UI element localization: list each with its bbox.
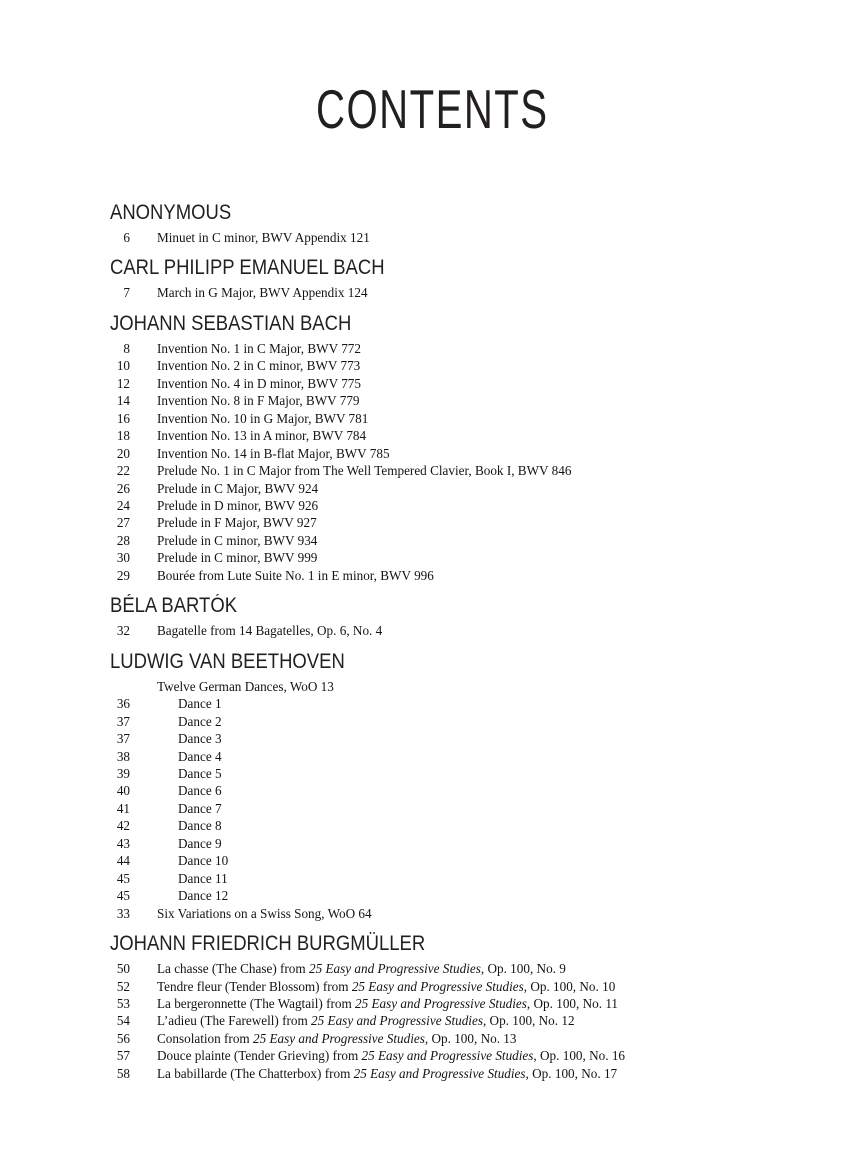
entry-title xyxy=(157,1047,625,1064)
entry-title-part: L’adieu (The Farewell) from xyxy=(157,1013,312,1029)
entry-page-number: 32 xyxy=(116,623,130,639)
entry-page-number: 33 xyxy=(116,905,130,921)
entry-title: Dance 9 xyxy=(178,835,222,851)
toc-entry xyxy=(110,375,754,392)
entry-page-number: 20 xyxy=(116,445,130,461)
entry-title-part: Tendre fleur (Tender Blossom) from xyxy=(157,978,352,994)
entry-title: Dance 7 xyxy=(178,800,222,816)
toc-entry xyxy=(110,427,754,444)
toc-entry xyxy=(110,995,754,1012)
entry-page-number: 41 xyxy=(116,800,130,816)
toc-entry xyxy=(110,1047,754,1064)
toc-list xyxy=(110,138,754,1082)
entry-title-italic-part: 25 Easy and Progressive Studies xyxy=(311,1013,483,1029)
entry-title xyxy=(157,1030,516,1047)
entry-title: Dance 11 xyxy=(178,870,228,886)
toc-entry xyxy=(110,357,754,374)
entry-title: Prelude in D minor, BWV 926 xyxy=(157,497,319,513)
entry-title-italic-part: 25 Easy and Progressive Studies xyxy=(353,1065,526,1081)
composer-heading: BÉLA BARTÓK xyxy=(110,594,238,618)
entry-page-number: 45 xyxy=(116,870,130,886)
toc-entry xyxy=(110,445,754,462)
entry-page-number: 30 xyxy=(116,550,130,566)
toc-entry xyxy=(110,532,754,549)
toc-entry xyxy=(110,713,754,730)
entry-title: Dance 1 xyxy=(178,696,222,712)
entry-title: Dance 8 xyxy=(178,818,222,834)
title-wrap xyxy=(110,80,754,138)
toc-entry xyxy=(110,678,754,695)
toc-entry xyxy=(110,870,754,887)
entry-page-number: 36 xyxy=(116,696,130,712)
toc-entry xyxy=(110,567,754,584)
entry-page-number: 29 xyxy=(116,567,130,583)
toc-entry xyxy=(110,978,754,995)
entry-title: Invention No. 2 in C minor, BWV 773 xyxy=(157,358,361,374)
entry-page-number: 38 xyxy=(116,748,130,764)
entry-title-part: Douce plainte (Tender Grieving) from xyxy=(157,1048,362,1064)
entry-page-number: 44 xyxy=(116,853,130,869)
toc-entry xyxy=(110,748,754,765)
toc-entry xyxy=(110,1012,754,1029)
entry-page-number: 50 xyxy=(116,961,130,977)
toc-entry xyxy=(110,392,754,409)
entry-page-number: 45 xyxy=(116,888,130,904)
entry-page-number: 14 xyxy=(116,393,130,409)
entry-title xyxy=(157,1012,575,1029)
toc-entry xyxy=(110,800,754,817)
composer-section xyxy=(110,596,754,639)
toc-entry xyxy=(110,549,754,566)
entry-title: Invention No. 10 in G Major, BWV 781 xyxy=(157,410,369,426)
entry-page-number: 54 xyxy=(116,1013,130,1029)
entry-page-number: 42 xyxy=(116,818,130,834)
entry-title: Minuet in C minor, BWV Appendix 121 xyxy=(157,230,370,245)
toc-entry xyxy=(110,1030,754,1047)
entry-page-number: 7 xyxy=(123,285,130,301)
toc-entry xyxy=(110,835,754,852)
composer-section xyxy=(110,258,754,301)
toc-entry xyxy=(110,782,754,799)
entry-title: Dance 12 xyxy=(178,888,229,904)
entry-title: Dance 2 xyxy=(178,713,222,729)
composer-section xyxy=(110,203,754,246)
toc-entry xyxy=(110,765,754,782)
entry-title: Invention No. 1 in C Major, BWV 772 xyxy=(157,340,361,356)
composer-section xyxy=(110,649,754,922)
entry-title xyxy=(157,978,615,995)
toc-entry xyxy=(110,695,754,712)
entry-title: Dance 3 xyxy=(178,731,222,747)
composer-heading: CARL PHILIPP EMANUEL BACH xyxy=(110,256,385,280)
entry-page-number: 6 xyxy=(123,230,130,245)
toc-entry xyxy=(110,730,754,747)
composer-heading: JOHANN SEBASTIAN BACH xyxy=(110,311,352,335)
toc-entry xyxy=(110,480,754,497)
entry-page-number: 27 xyxy=(116,515,130,531)
composer-heading: ANONYMOUS xyxy=(110,201,232,224)
entry-page-number: 18 xyxy=(116,428,130,444)
entry-title-part: , Op. 100, No. 9 xyxy=(480,961,566,977)
toc-entry xyxy=(110,817,754,834)
toc-entry xyxy=(110,340,754,357)
entry-title: Dance 4 xyxy=(178,748,222,764)
entry-page-number: 8 xyxy=(123,340,130,356)
entry-title-part: , Op. 100, No. 10 xyxy=(523,978,616,994)
entry-title xyxy=(157,995,618,1012)
entry-title-part: , Op. 100, No. 13 xyxy=(424,1030,517,1046)
entry-title: Invention No. 8 in F Major, BWV 779 xyxy=(157,393,360,409)
toc-entry xyxy=(110,960,754,977)
entry-page-number: 40 xyxy=(116,783,130,799)
toc-entry xyxy=(110,284,754,301)
entry-page-number: 57 xyxy=(116,1048,130,1064)
entry-title: Prelude in C minor, BWV 934 xyxy=(157,532,318,548)
entry-title xyxy=(157,1065,617,1082)
entry-title-part: Consolation from xyxy=(157,1030,253,1046)
toc-entry xyxy=(110,887,754,904)
composer-heading: JOHANN FRIEDRICH BURGMÜLLER xyxy=(110,932,426,956)
entry-title-italic-part: 25 Easy and Progressive Studies xyxy=(252,1030,425,1046)
entry-title-italic-part: 25 Easy and Progressive Studies xyxy=(355,995,527,1011)
entry-page-number: 43 xyxy=(116,835,130,851)
entry-title-part: , Op. 100, No. 16 xyxy=(533,1048,626,1064)
entry-page-number: 10 xyxy=(116,358,130,374)
entry-title: Invention No. 13 in A minor, BWV 784 xyxy=(157,428,367,444)
toc-entry xyxy=(110,497,754,514)
entry-title: Twelve German Dances, WoO 13 xyxy=(157,678,334,694)
entry-page-number: 37 xyxy=(116,731,130,747)
composer-section xyxy=(110,934,754,1082)
composer-section xyxy=(110,311,754,584)
entry-title: March in G Major, BWV Appendix 124 xyxy=(157,285,368,301)
entry-title-part: , Op. 100, No. 11 xyxy=(526,995,619,1011)
entry-title: Invention No. 14 in B-flat Major, BWV 785 xyxy=(157,445,390,461)
entry-page-number: 24 xyxy=(116,497,130,513)
entry-title: Prelude in F Major, BWV 927 xyxy=(157,515,317,531)
entry-title-part: La bergeronnette (The Wagtail) from xyxy=(157,995,356,1011)
entry-title: Prelude in C Major, BWV 924 xyxy=(157,480,319,496)
entry-title: Dance 5 xyxy=(178,765,222,781)
entry-title-part: La babillarde (The Chatterbox) from xyxy=(157,1065,354,1081)
entry-page-number: 37 xyxy=(116,713,130,729)
entry-title-part: La chasse (The Chase) from xyxy=(157,961,309,977)
entry-title-part: , Op. 100, No. 12 xyxy=(482,1013,575,1029)
entry-page-number: 22 xyxy=(116,463,130,479)
entry-title: Dance 10 xyxy=(178,853,229,869)
page-title: CONTENTS xyxy=(315,78,549,140)
entry-page-number: 12 xyxy=(116,375,130,391)
toc-entry xyxy=(110,462,754,479)
composer-heading: LUDWIG VAN BEETHOVEN xyxy=(110,649,345,673)
entry-title-part: , Op. 100, No. 17 xyxy=(525,1065,618,1081)
entry-page-number: 58 xyxy=(116,1065,130,1081)
toc-entry xyxy=(110,229,754,246)
entry-title: Bagatelle from 14 Bagatelles, Op. 6, No. 4 xyxy=(157,623,383,639)
entry-title: Prelude in C minor, BWV 999 xyxy=(157,550,318,566)
entry-title xyxy=(157,960,566,977)
toc-entry xyxy=(110,1065,754,1082)
toc-entry xyxy=(110,852,754,869)
entry-page-number: 53 xyxy=(116,995,130,1011)
entry-page-number: 16 xyxy=(116,410,130,426)
entry-title: Bourée from Lute Suite No. 1 in E minor, BWV 996 xyxy=(157,567,434,583)
entry-title: Dance 6 xyxy=(178,783,222,799)
entry-title: Six Variations on a Swiss Song, WoO 64 xyxy=(157,905,372,921)
toc-entry xyxy=(110,905,754,922)
entry-title: Invention No. 4 in D minor, BWV 775 xyxy=(157,375,361,391)
entry-title-italic-part: 25 Easy and Progressive Studies xyxy=(361,1048,534,1064)
entry-page-number: 28 xyxy=(116,532,130,548)
entry-page-number: 26 xyxy=(116,480,130,496)
entry-title-italic-part: 25 Easy and Progressive Studies xyxy=(308,961,481,977)
toc-entry xyxy=(110,410,754,427)
toc-entry xyxy=(110,514,754,531)
entry-title: Prelude No. 1 in C Major from The Well Tempered Clavier, Book I, BWV 846 xyxy=(157,463,572,479)
entry-page-number: 39 xyxy=(116,765,130,781)
entry-page-number: 56 xyxy=(116,1030,130,1046)
toc-entry xyxy=(110,622,754,639)
entry-title-italic-part: 25 Easy and Progressive Studies xyxy=(351,978,524,994)
entry-page-number: 52 xyxy=(116,978,130,994)
